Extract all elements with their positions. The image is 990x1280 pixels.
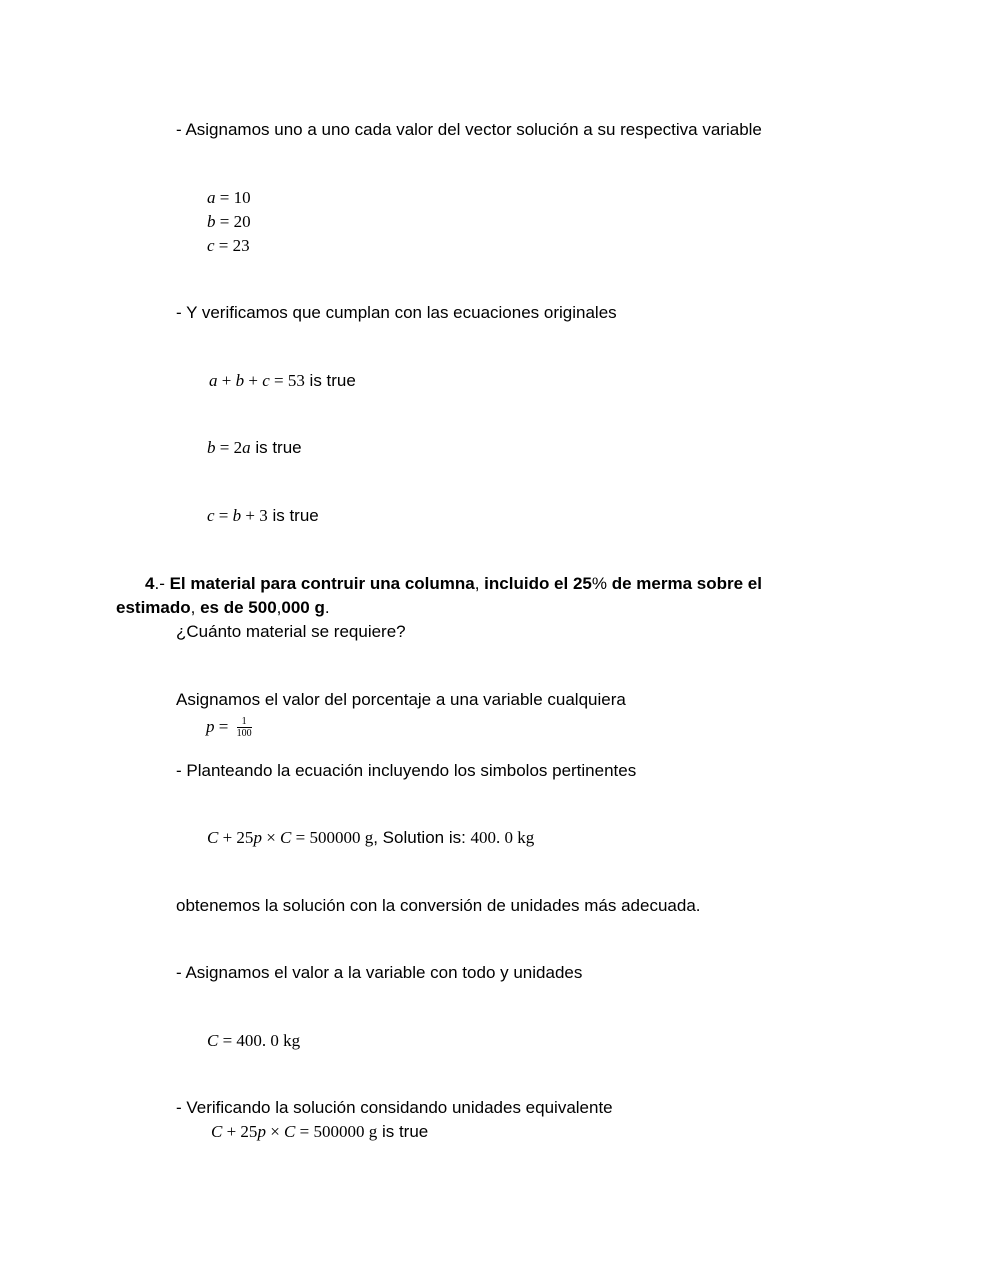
assignment-a: a = 10: [207, 188, 251, 207]
step-assign-units-text: - Asignamos el valor a la variable con todo y unidades: [176, 963, 583, 982]
step-final-text: - Verificando la solución considando unidades equivalente: [176, 1098, 613, 1117]
equation-line: C + 25p × C = 500000 g, Solution is: 400. 0 kg: [207, 828, 535, 847]
check-result: is true: [304, 371, 356, 390]
step-conversion-text: obtenemos la solución con la conversión de unidades más adecuada.: [176, 896, 701, 915]
step-equation-text: - Planteando la ecuación incluyendo los simbolos pertinentes: [176, 761, 637, 780]
assignment-b: b = 20: [207, 212, 251, 231]
c-value: C = 400. 0 kg: [207, 1031, 301, 1050]
solution-value: 400. 0 kg: [470, 828, 535, 847]
check-result: is true: [250, 438, 302, 457]
check-result: is true: [377, 1122, 429, 1141]
math-expression: b = 2a: [207, 438, 251, 457]
assignment-c: c = 23: [207, 236, 250, 255]
math-expression: c = b + 3: [207, 506, 268, 525]
check-result: is true: [267, 506, 319, 525]
final-check: [211, 1122, 428, 1142]
math-expression: a + b + c = 53: [209, 371, 305, 390]
check-3: [207, 506, 319, 526]
problem-statement-line2: estimado, es de 500,000 g.: [116, 598, 330, 617]
math-expression: p =: [206, 716, 233, 736]
check-2: [207, 438, 302, 458]
step-verify-text: - Y verificamos que cumplan con las ecuaciones originales: [176, 303, 617, 322]
p-definition: [206, 716, 252, 739]
math-expression: C + 25p × C = 500000 g: [207, 828, 374, 847]
math-expression: C + 25p × C = 500000 g: [211, 1122, 378, 1141]
problem-statement-line1: 4.- El material para contruir una columna, incluido el 25% de merma sobre el: [145, 574, 762, 593]
problem-question: ¿Cuánto material se requiere?: [176, 622, 406, 641]
assign-percent-text: Asignamos el valor del porcentaje a una variable cualquiera: [176, 690, 626, 709]
fraction: $\frac{1}{100}$: [236, 716, 252, 739]
step-assign-text: - Asignamos uno a uno cada valor del vector solución a su respectiva variable: [176, 120, 762, 139]
check-1: [209, 371, 356, 391]
